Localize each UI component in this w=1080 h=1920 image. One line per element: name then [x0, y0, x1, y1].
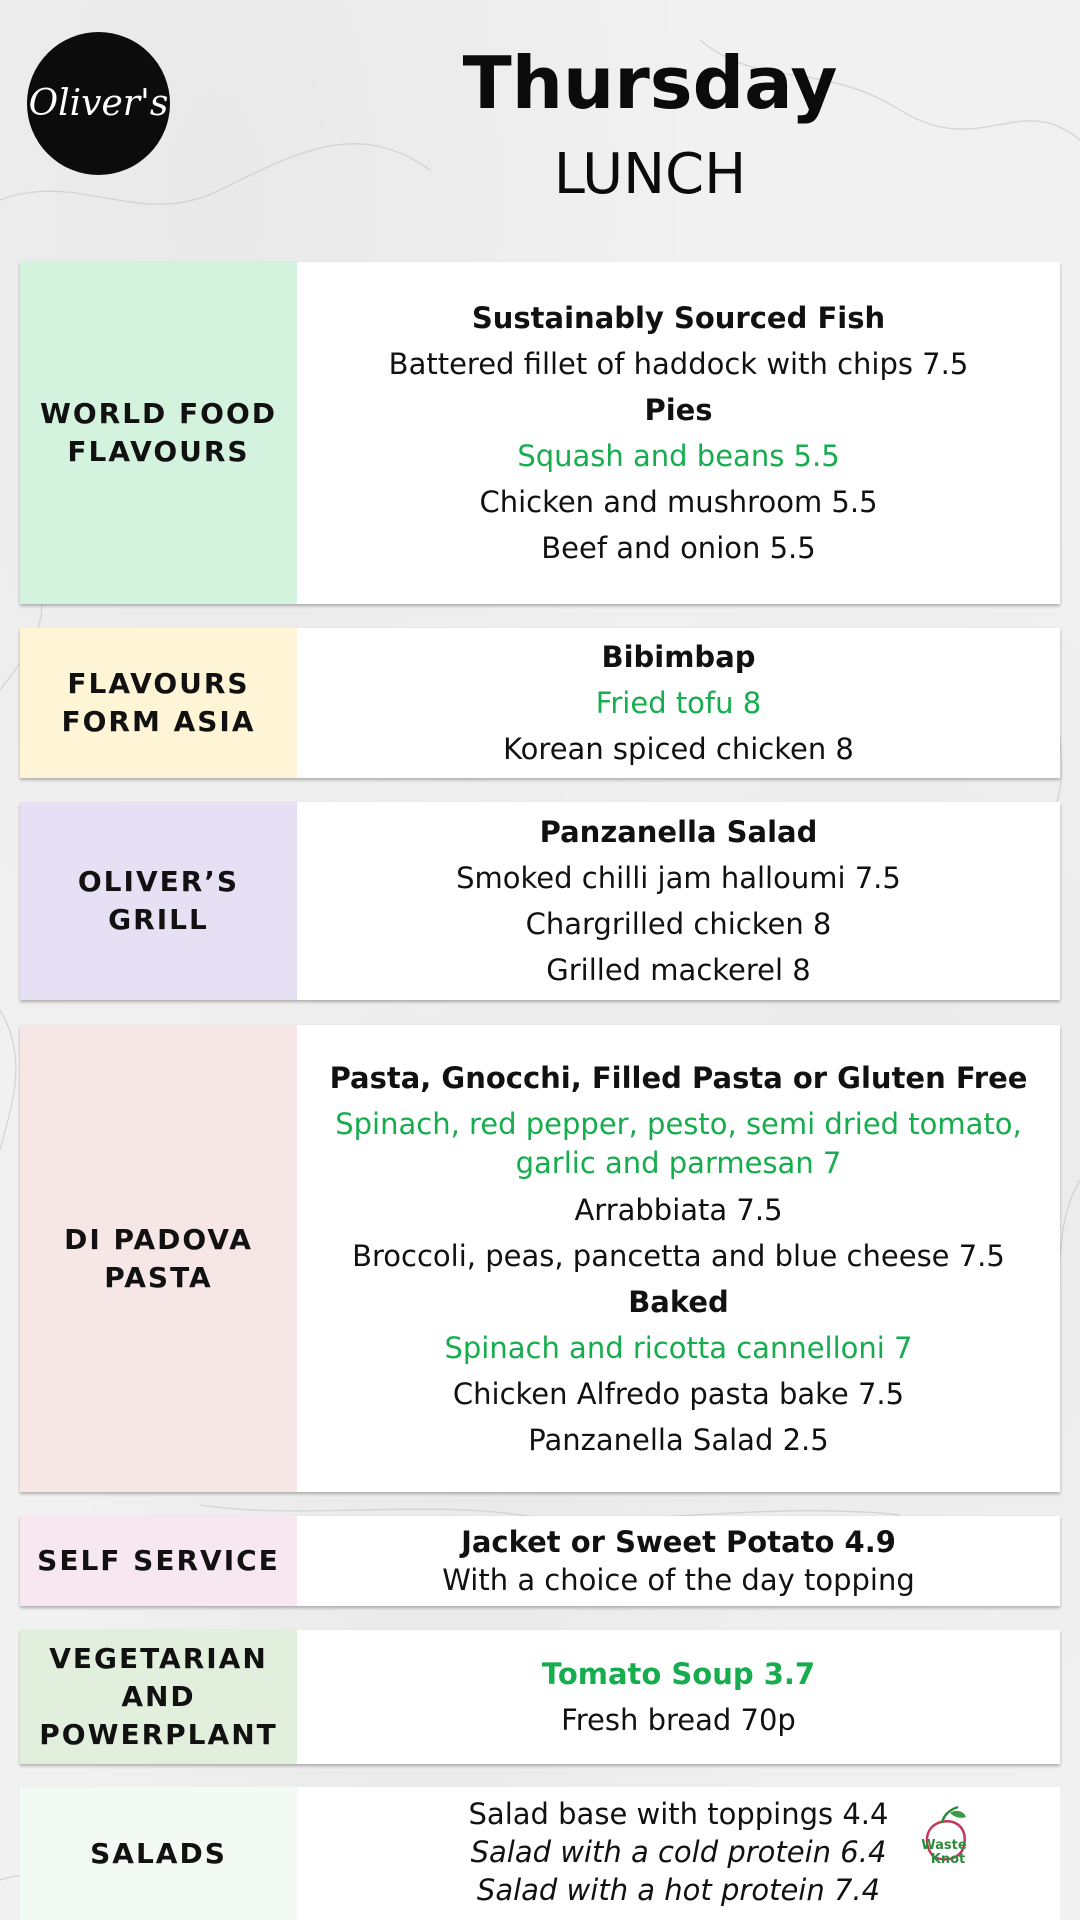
menu-item: Grilled mackerel 8 [546, 953, 811, 987]
menu-item-vegan: Squash and beans 5.5 [517, 439, 840, 473]
menu-item: Chicken and mushroom 5.5 [479, 485, 878, 519]
menu-item: Fresh bread 70p [561, 1703, 796, 1737]
menu-item: Salad with a hot protein 7.4 [476, 1872, 881, 1907]
menu-item: Chargrilled chicken 8 [525, 907, 832, 941]
menu-item: Korean spiced chicken 8 [503, 732, 854, 766]
menu-item-vegan: Spinach and ricotta cannelloni 7 [444, 1330, 913, 1365]
menu-heading: Jacket or Sweet Potato 4.9 [461, 1525, 896, 1559]
menu-items [297, 802, 1060, 1000]
menu-item: Panzanella Salad 2.5 [528, 1422, 829, 1457]
menu-heading: Pies [644, 393, 713, 427]
menu-item: Beef and onion 5.5 [541, 531, 816, 565]
menu-items [297, 1630, 1060, 1764]
menu-item: Smoked chilli jam halloumi 7.5 [456, 861, 901, 895]
meal-title: LUNCH [553, 142, 747, 207]
menu-heading: Panzanella Salad [539, 815, 818, 849]
menu-item: Broccoli, peas, pancetta and blue cheese 7.5 [352, 1238, 1005, 1273]
menu-item: Battered fillet of haddock with chips 7.5 [388, 347, 969, 381]
day-title: Thursday [462, 41, 838, 125]
menu-item-vegan: Tomato Soup 3.7 [541, 1657, 816, 1691]
section-grill [20, 802, 1060, 1000]
menu-items [297, 262, 1060, 604]
waste-logo-word-1: Waste [921, 1838, 967, 1853]
category-label: SALADS [20, 1787, 297, 1920]
category-label: OLIVER’S GRILL [20, 802, 297, 1000]
menu-item-vegan: Fried tofu 8 [595, 686, 762, 720]
menu-heading: Baked [628, 1284, 729, 1319]
menu-heading: Sustainably Sourced Fish [471, 301, 886, 335]
section-self-service [20, 1516, 1060, 1606]
menu-item: With a choice of the day topping [442, 1563, 915, 1597]
category-label: VEGETARIAN AND POWERPLANT [20, 1630, 297, 1764]
menu-item: Arrabbiata 7.5 [574, 1192, 783, 1227]
waste-knot-logo [904, 1805, 986, 1887]
section-vegetarian [20, 1630, 1060, 1764]
section-asia [20, 628, 1060, 778]
waste-logo-word-2: Knot [930, 1852, 966, 1867]
menu-heading: Bibimbap [601, 640, 756, 674]
logo-text: Oliver's [28, 83, 169, 124]
menu-item: Salad base with toppings 4.4 [468, 1796, 889, 1831]
menu-item-vegan: Spinach, red pepper, pesto, semi dried tomato, garlic and parmesan 7 [335, 1106, 1022, 1180]
menu-items [297, 1025, 1060, 1492]
category-label: SELF SERVICE [20, 1516, 297, 1606]
menu-heading: Pasta, Gnocchi, Filled Pasta or Gluten Free [329, 1060, 1028, 1095]
section-world-food [20, 262, 1060, 604]
olivers-logo [27, 32, 170, 175]
category-label: DI PADOVA PASTA [20, 1025, 297, 1492]
menu-items [297, 628, 1060, 778]
menu-item: Salad with a cold protein 6.4 [470, 1834, 887, 1869]
section-pasta [20, 1025, 1060, 1492]
category-label: WORLD FOOD FLAVOURS [20, 262, 297, 604]
category-label: FLAVOURS FORM ASIA [20, 628, 297, 778]
menu-items [297, 1516, 1060, 1606]
menu-item: Chicken Alfredo pasta bake 7.5 [452, 1376, 905, 1411]
